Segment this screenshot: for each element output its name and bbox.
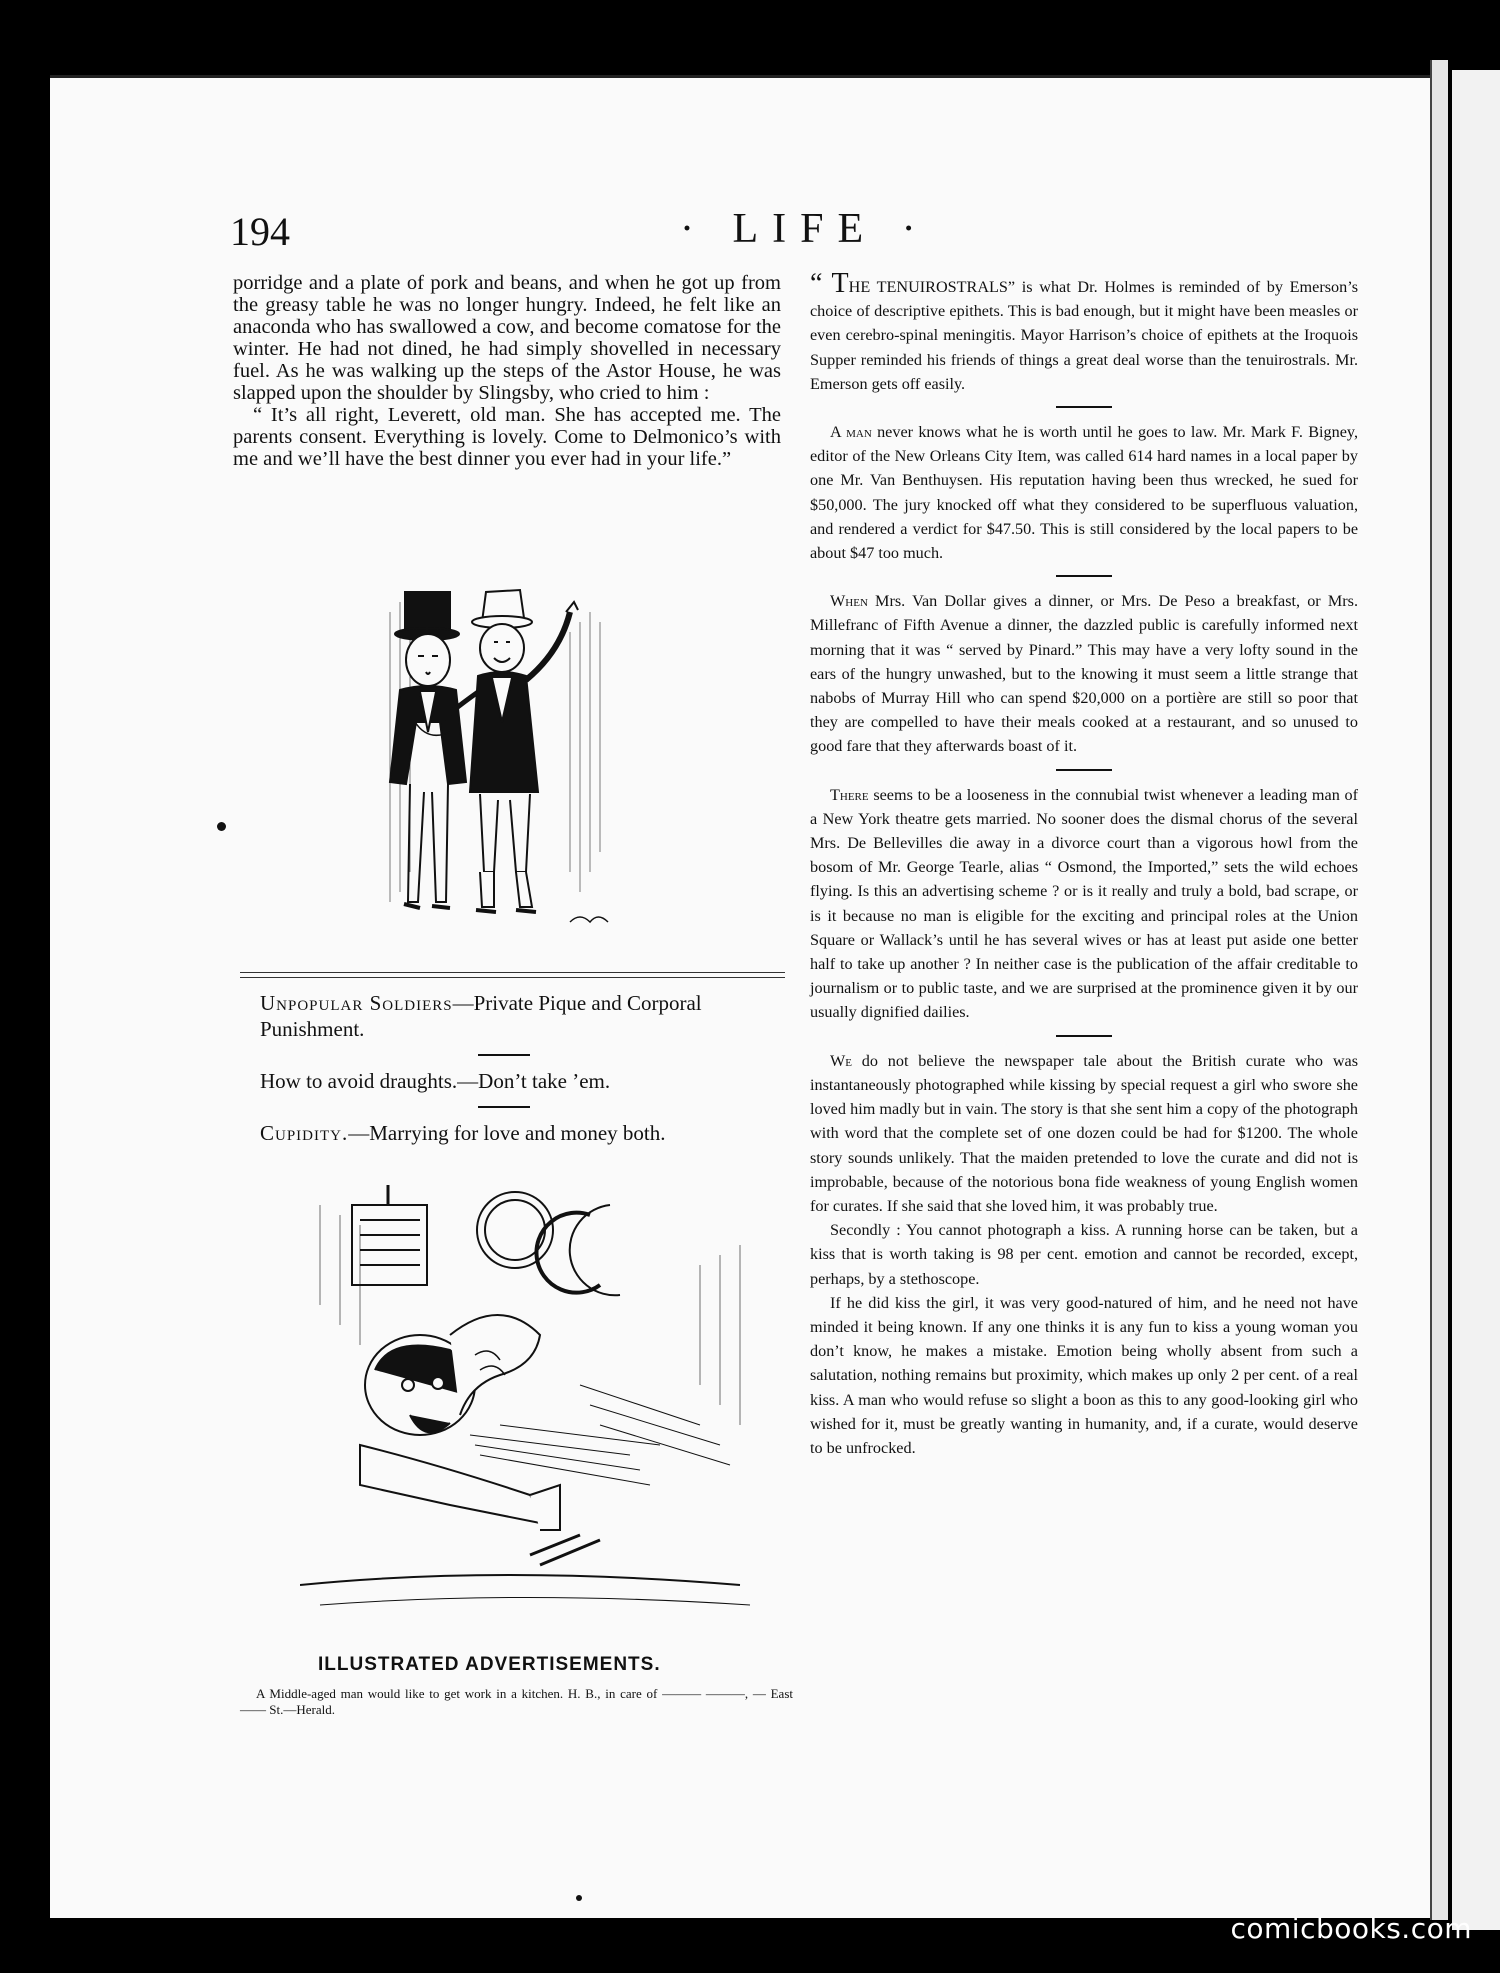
paragraph-lead: When	[830, 592, 868, 611]
story-paragraph: porridge and a plate of pork and beans, and when he got up from the greasy table he was no longer hungry. Indeed, he felt like an anaconda who has swallowed a cow, and become comatose for the winter. He had not dined, he had simply shovelled in necessary fuel. As he was walking up the steps of the Astor House, he was slapped upon the shoulder by Slingsby, who cried to him :	[233, 272, 781, 404]
editorial-paragraph	[810, 268, 1358, 396]
facing-page-edge	[1452, 70, 1500, 1930]
quip-text: —Don’t take ’em.	[457, 1069, 611, 1093]
quip	[238, 1068, 788, 1094]
kitchen-man-illustration	[300, 1185, 760, 1625]
quips-section	[238, 990, 788, 1146]
paragraph-separator	[1056, 406, 1112, 408]
paragraph-text: HE TENUIROSTRALS” is what Dr. Holmes is reminded of by Emerson’s choice of descriptive epithets. This is bad enough, but it might have been measles or even cerebro-spinal meningitis. Mayor Harrison’s choice of epithets at the Iroquois Supper reminded his friends of things a great deal worse than the tenuirostrals. Mr. Emerson gets off easily.	[810, 278, 1358, 393]
paragraph-lead: We	[830, 1051, 852, 1070]
drop-cap: “ T	[810, 268, 849, 299]
right-column	[810, 268, 1359, 1460]
two-gentlemen-illustration	[370, 572, 620, 948]
editorial-paragraph	[810, 420, 1358, 565]
page-number: 194	[230, 209, 290, 254]
ink-speck	[576, 1895, 582, 1901]
quip-text: —Private Pique and Corporal Punishment.	[260, 991, 702, 1041]
quip	[238, 1120, 788, 1146]
editorial-paragraph: If he did kiss the girl, it was very good-natured of him, and he need not have minded it being known. If any one thinks it is any fun to kiss a young woman you don’t know, he makes a mistake. Emotion being wholly absent from such a salutation, nothing remains but proximity, which makes up only 2 per cent. of a real kiss. A man who would refuse so slight a boon as this to any good-looking girl who wished for it, must be greatly wanting in humanity, and, if a curate, would deserve to be unfrocked.	[810, 1293, 1358, 1457]
paragraph-lead: There	[830, 785, 869, 804]
site-watermark: comicbooks.com	[1230, 1912, 1472, 1945]
ink-speck	[217, 822, 226, 831]
story-paragraph: “ It’s all right, Leverett, old man. She has accepted me. The parents consent. Everything is lovely. Come to Delmonico’s with me and we’ll have the best dinner you ever had in your life.”	[233, 404, 781, 470]
quip	[238, 990, 788, 1042]
advertisement-text	[240, 1686, 793, 1718]
editorial-paragraph: Secondly : You cannot photograph a kiss. A running horse can be taken, but a kiss that is worth taking is 98 per cent. emotion and cannot be recorded, except, perhaps, by a stethoscope.	[810, 1221, 1358, 1288]
quip-separator	[478, 1106, 530, 1108]
paragraph-text: seems to be a looseness in the connubial twist whenever a leading man of a New York theatre gets married. No sooner does the dismal chorus of the several Mrs. De Bellevilles die away in a divorce court than a vigorous howl from the bosom of Mr. George Tearle, alias “ Osmond, the Imported,” sets the wild echoes flying. Is this an advertising scheme ? or is it really and truly a bold, bad scrape, or is it because no man is eligible for the exciting and principal roles at the Union Square or Wallack’s until he has several wives or has at least put aside one better half to take up another ? In neither case is the publication of the affair creditable to journalism or to public taste, and we are surprised at the prominence given it by our usually dignified dailies.	[810, 785, 1358, 1022]
paragraph-text: Mrs. Van Dollar gives a dinner, or Mrs. De Peso a breakfast, or Mrs. Millefranc of Fifth Avenue a dinner, the dazzled public is carefully informed next morning that it was “ served by Pinard.” This may have a very lofty sound in the ears of the hungry unwashed, but to the knowing it must seem a little strange that nabobs of Murray Hill who can spend $20,000 on a portière are still so poor that they are compelled to have their meals cooked at a restaurant, and so unused to good fare that they afterwards boast of it.	[810, 592, 1358, 756]
quip-text: —Marrying for love and money both.	[348, 1121, 666, 1145]
paragraph-text: do not believe the newspaper tale about the British curate who was instantaneously photographed while kissing by special request a girl who swore she loved him madly but in vain. The story is that she sent him a copy of the photograph with word that the complete set of one dozen could be had for $1200. The whole story sounds unlikely. That the maiden pretended to love the curate and did not is improbable, because of the notorious bona fide weakness of young English women for curates. If she said that she loved him, it was probably true.	[810, 1051, 1358, 1215]
quip-lead: Cupidity.	[260, 1121, 349, 1145]
masthead-title: · LIFE ·	[680, 206, 930, 252]
editorial-paragraph	[810, 1049, 1358, 1218]
editorial-paragraph	[810, 589, 1358, 758]
advertisement-heading: ILLUSTRATED ADVERTISEMENTS.	[318, 1654, 661, 1675]
paragraph-separator	[1056, 769, 1112, 771]
quip-lead: Unpopular Soldiers	[260, 991, 453, 1015]
quip-lead: How to avoid draughts.	[260, 1069, 458, 1093]
paragraph-separator	[1056, 1035, 1112, 1037]
page-gutter	[1430, 60, 1448, 1920]
paragraph-lead: A man	[830, 423, 872, 442]
editorial-paragraph	[810, 783, 1358, 1025]
left-column	[233, 272, 781, 470]
quip-separator	[478, 1054, 530, 1056]
advertisement-body: A Middle-aged man would like to get work in a kitchen. H. B., in care of ——— ———, — East —— St.—Herald.	[240, 1686, 793, 1717]
section-double-rule	[240, 972, 785, 982]
paragraph-separator	[1056, 575, 1112, 577]
paragraph-text: never knows what he is worth until he goes to law. Mr. Mark F. Bigney, editor of the New Orleans City Item, was called 614 hard names in a local paper by one Mr. Van Benthuysen. His reputation having been thus wrecked, he sued for $50,000. The jury knocked off what they considered to be superfluous valuation, and rendered a verdict for $47.50. This is still considered by the local papers to be about $47 too much.	[810, 423, 1359, 563]
